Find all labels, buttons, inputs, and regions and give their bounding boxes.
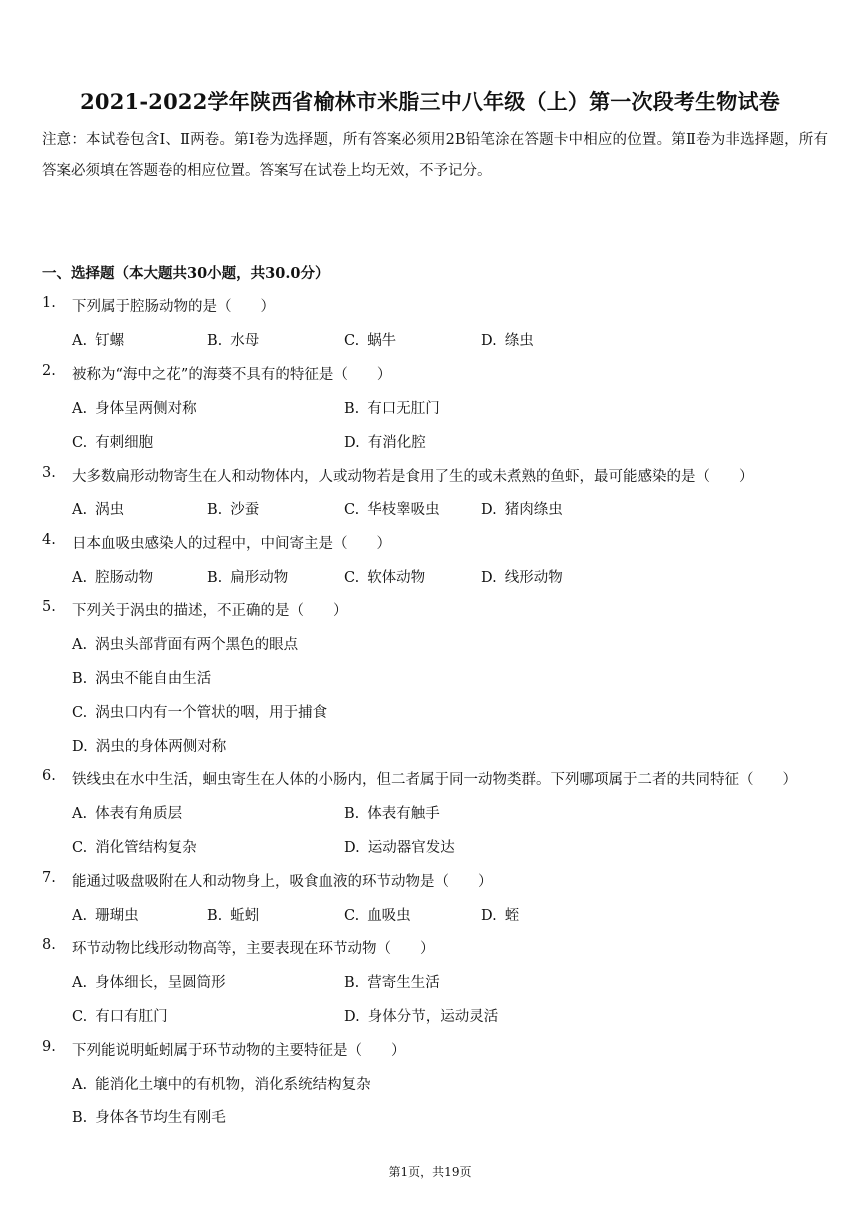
answer-option [72, 667, 211, 688]
option-text: 有刺细胞 [95, 435, 154, 451]
option-letter: A. [72, 806, 88, 822]
answer-option [481, 498, 563, 519]
answer-option [207, 329, 259, 350]
option-letter: B. [207, 908, 223, 924]
option-letter: C. [72, 435, 88, 451]
option-letter: B. [344, 975, 360, 991]
option-text: 水母 [230, 333, 260, 349]
option-text: 腔肠动物 [95, 570, 154, 586]
question-text: 铁线虫在水中生活，蛔虫寄生在人体的小肠内，但二者属于同一动物类群。下列哪项属于二者的共同特征（ ） [72, 772, 797, 788]
option-letter: D. [481, 570, 497, 586]
answer-option [344, 566, 425, 587]
exam-notice: 注意：本试卷包含Ⅰ、Ⅱ两卷。第Ⅰ卷为选择题，所有答案必须用2B铅笔涂在答题卡中相应的位置。第Ⅱ卷为非选择题，所有答案必须填在答题卷的相应位置。答案写在试卷上均无效，不予记分。 [42, 132, 828, 179]
option-text: 有口有肛门 [95, 1009, 168, 1025]
question-number: 1. [42, 295, 56, 311]
answer-option [344, 397, 440, 418]
question-text: 下列能说明蚯蚓属于环节动物的主要特征是（ ） [72, 1043, 406, 1059]
question-number: 8. [42, 937, 56, 953]
option-letter: D. [72, 739, 88, 755]
option-letter: C. [344, 502, 360, 518]
question-number: 3. [42, 465, 56, 481]
option-text: 有口无肛门 [367, 401, 440, 417]
answer-option [72, 836, 197, 857]
option-text: 蚯蚓 [230, 908, 260, 924]
option-text: 珊瑚虫 [95, 908, 139, 924]
answer-option [344, 971, 440, 992]
answer-option [72, 498, 124, 519]
option-letter: B. [207, 502, 223, 518]
option-text: 涡虫头部背面有两个黑色的眼点 [95, 637, 299, 653]
question-text: 下列属于腔肠动物的是（ ） [72, 299, 275, 315]
option-text: 蜗牛 [367, 333, 397, 349]
option-letter: C. [344, 333, 360, 349]
answer-option [207, 566, 288, 587]
question-text: 被称为“海中之花”的海葵不具有的特征是（ ） [72, 367, 392, 383]
option-letter: D. [344, 840, 360, 856]
answer-option [207, 498, 259, 519]
option-letter: D. [481, 502, 497, 518]
answer-option [344, 498, 440, 519]
option-text: 消化管结构复杂 [95, 840, 197, 856]
option-letter: A. [72, 401, 88, 417]
option-letter: A. [72, 908, 88, 924]
option-letter: B. [72, 671, 88, 687]
answer-option [344, 329, 396, 350]
option-text: 营寄生生活 [367, 975, 440, 991]
option-letter: A. [72, 333, 88, 349]
option-text: 钉螺 [95, 333, 125, 349]
question-number: 5. [42, 599, 56, 615]
option-text: 身体分节，运动灵活 [367, 1009, 499, 1025]
option-text: 身体呈两侧对称 [95, 401, 197, 417]
answer-option [344, 802, 440, 823]
option-letter: B. [72, 1110, 88, 1126]
answer-option [72, 397, 197, 418]
option-letter: D. [481, 333, 497, 349]
option-text: 线形动物 [504, 570, 563, 586]
option-text: 蛭 [504, 908, 520, 924]
question-number: 6. [42, 768, 56, 784]
option-text: 体表有触手 [367, 806, 440, 822]
section-heading: 一、选择题（本大题共30小题，共30.0分） [42, 265, 330, 282]
answer-option [72, 904, 139, 925]
option-text: 扁形动物 [230, 570, 289, 586]
option-letter: C. [72, 705, 88, 721]
answer-option [72, 802, 182, 823]
question-text: 能通过吸盘吸附在人和动物身上，吸食血液的环节动物是（ ） [72, 874, 493, 890]
option-letter: A. [72, 637, 88, 653]
question-text: 日本血吸虫感染人的过程中，中间寄主是（ ） [72, 536, 391, 552]
option-letter: B. [207, 333, 223, 349]
option-letter: C. [344, 570, 360, 586]
question-text: 环节动物比线形动物高等，主要表现在环节动物（ ） [72, 941, 435, 957]
option-text: 涡虫口内有一个管状的咽，用于捕食 [95, 705, 328, 721]
option-text: 有消化腔 [367, 435, 426, 451]
option-text: 身体各节均生有刚毛 [95, 1110, 226, 1126]
question-number: 4. [42, 532, 56, 548]
answer-option [72, 431, 153, 452]
option-text: 沙蚕 [230, 502, 260, 518]
answer-option [344, 904, 411, 925]
option-letter: B. [344, 806, 360, 822]
option-text: 华枝睾吸虫 [367, 502, 440, 518]
option-letter: A. [72, 570, 88, 586]
question-text: 大多数扁形动物寄生在人和动物体内，人或动物若是食用了生的或未煮熟的鱼虾，最可能感染的是（ ） [72, 469, 754, 485]
option-letter: A. [72, 1077, 88, 1093]
answer-option [207, 904, 259, 925]
question-number: 7. [42, 870, 56, 886]
option-text: 猪肉绦虫 [504, 502, 563, 518]
option-letter: C. [72, 840, 88, 856]
option-text: 绦虫 [504, 333, 534, 349]
option-text: 体表有角质层 [95, 806, 183, 822]
answer-option [72, 1073, 371, 1094]
answer-option [481, 329, 534, 350]
answer-option [72, 633, 298, 654]
option-text: 身体细长，呈圆筒形 [95, 975, 226, 991]
answer-option [72, 1005, 168, 1026]
option-letter: D. [344, 435, 360, 451]
answer-option [72, 566, 153, 587]
option-letter: D. [344, 1009, 360, 1025]
answer-option [344, 836, 455, 857]
option-text: 涡虫的身体两侧对称 [95, 739, 227, 755]
answer-option [72, 701, 327, 722]
page-title: 2021-2022学年陕西省榆林市米脂三中八年级（上）第一次段考生物试卷 [80, 89, 780, 114]
option-letter: A. [72, 975, 88, 991]
answer-option [72, 329, 124, 350]
option-text: 涡虫不能自由生活 [95, 671, 212, 687]
answer-option [72, 735, 226, 756]
option-letter: B. [344, 401, 360, 417]
answer-option [481, 566, 563, 587]
option-letter: B. [207, 570, 223, 586]
answer-option [72, 1106, 226, 1127]
question-text: 下列关于涡虫的描述，不正确的是（ ） [72, 603, 348, 619]
answer-option [481, 904, 519, 925]
option-letter: D. [481, 908, 497, 924]
question-number: 2. [42, 363, 56, 379]
answer-option [72, 971, 226, 992]
option-text: 运动器官发达 [367, 840, 455, 856]
option-letter: C. [72, 1009, 88, 1025]
option-letter: A. [72, 502, 88, 518]
page-footer: 第1页，共19页 [388, 1165, 472, 1179]
option-text: 涡虫 [95, 502, 125, 518]
option-letter: C. [344, 908, 360, 924]
question-number: 9. [42, 1039, 56, 1055]
answer-option [344, 1005, 498, 1026]
answer-option [344, 431, 426, 452]
option-text: 能消化土壤中的有机物，消化系统结构复杂 [95, 1077, 371, 1093]
option-text: 血吸虫 [367, 908, 411, 924]
option-text: 软体动物 [367, 570, 426, 586]
